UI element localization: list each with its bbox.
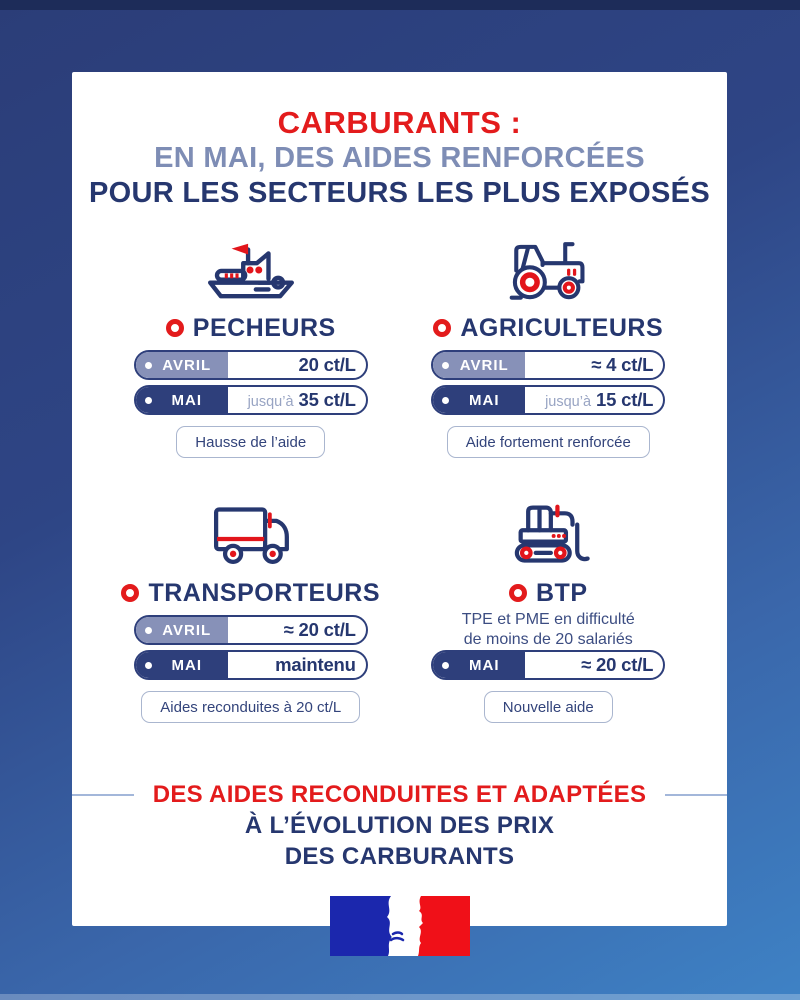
avril-row-pill: [134, 350, 368, 380]
footer-heading-red: DES AIDES RECONDUITES ET ADAPTÉES: [152, 781, 647, 808]
bullet-ring-icon: [121, 584, 139, 602]
bulldozer-icon: [499, 501, 597, 569]
bullet-ring-icon: [509, 584, 527, 602]
sector-title: PECHEURS: [192, 313, 336, 342]
chip-dot-icon: [145, 362, 152, 369]
sector-pecheurs: [102, 236, 400, 458]
chip-dot-icon: [442, 362, 449, 369]
sector-subtitle: TPE et PME en difficulté de moins de 20 salariés: [461, 611, 635, 648]
top-border-strip: [0, 0, 800, 10]
sector-title: AGRICULTEURS: [460, 313, 664, 342]
avril-row-pill: [134, 615, 368, 645]
sector-btp: [400, 501, 698, 723]
sector-transporteurs: [102, 501, 400, 723]
sector-title: TRANSPORTEURS: [148, 578, 380, 607]
month-chip: MAI: [433, 652, 525, 678]
mai-row-pill: [134, 650, 368, 680]
avril-row-pill: [431, 350, 665, 380]
bullet-ring-icon: [166, 319, 184, 337]
chip-dot-icon: [442, 397, 449, 404]
mai-row-pill: [134, 385, 368, 415]
note-badge: Aides reconduites à 20 ct/L: [141, 691, 360, 723]
aid-value: jusqu’à 15 ct/L: [545, 389, 654, 410]
bottom-border-strip: [0, 994, 800, 1000]
month-chip: AVRIL: [136, 352, 228, 378]
note-badge: Aide fortement renforcée: [447, 426, 650, 458]
tractor-icon: [500, 236, 596, 304]
chip-dot-icon: [145, 662, 152, 669]
truck-icon: [202, 501, 300, 569]
chip-dot-icon: [145, 397, 152, 404]
month-chip: MAI: [433, 387, 525, 413]
main-title: CARBURANTS :: [277, 105, 522, 140]
mai-row-pill: [431, 385, 665, 415]
footer-heading-navy-1: À L’ÉVOLUTION DES PRIX: [244, 812, 555, 839]
aid-value: ≈ 4 ct/L: [591, 354, 654, 375]
main-subtitle-2: POUR LES SECTEURS LES PLUS EXPOSÉS: [89, 177, 710, 209]
month-chip: AVRIL: [136, 617, 228, 643]
month-chip: MAI: [136, 387, 228, 413]
footer-heading-navy-2: DES CARBURANTS: [284, 843, 515, 870]
aid-value: jusqu’à 35 ct/L: [247, 389, 356, 410]
month-chip: MAI: [136, 652, 228, 678]
chip-dot-icon: [442, 662, 449, 669]
sector-agriculteurs: [400, 236, 698, 458]
marianne-logo: [330, 896, 470, 956]
note-badge: Hausse de l’aide: [176, 426, 325, 458]
fishing-boat-icon: [201, 236, 301, 304]
mai-row-pill: [431, 650, 665, 680]
footer-heading: [72, 781, 727, 871]
note-badge: Nouvelle aide: [484, 691, 613, 723]
chip-dot-icon: [145, 627, 152, 634]
aid-value: ≈ 20 ct/L: [283, 619, 356, 640]
aid-value: ≈ 20 ct/L: [581, 654, 654, 675]
header-block: [72, 72, 727, 211]
main-subtitle-1: EN MAI, DES AIDES RENFORCÉES: [154, 142, 645, 174]
aid-value: 20 ct/L: [298, 354, 356, 375]
content-card: [72, 72, 727, 926]
month-chip: AVRIL: [433, 352, 525, 378]
bullet-ring-icon: [433, 319, 451, 337]
sectors-grid: [72, 236, 727, 723]
sector-title: BTP: [536, 578, 588, 607]
aid-value: maintenu: [275, 654, 356, 675]
